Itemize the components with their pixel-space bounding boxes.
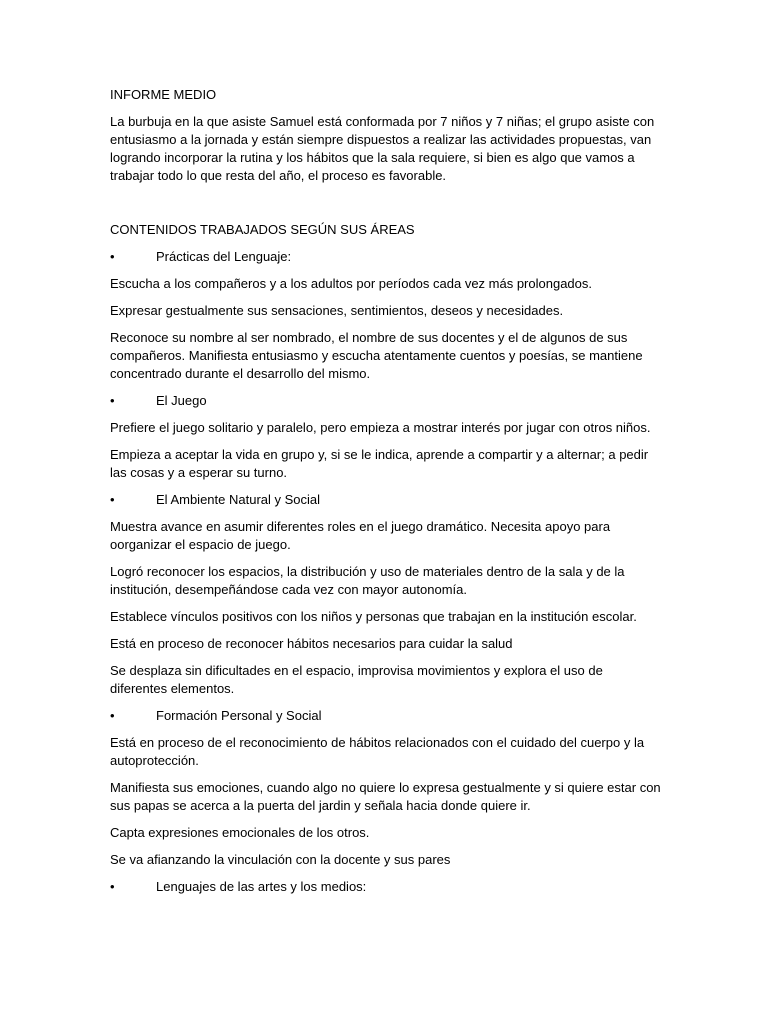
area-paragraph: Logró reconocer los espacios, la distribución y uso de materiales dentro de la sala y de la institución, desempeñándose cada vez con mayor autonomía.	[110, 564, 625, 597]
area-heading	[110, 491, 662, 509]
document-title: INFORME MEDIO	[110, 87, 217, 102]
area-heading-label: Lenguajes de las artes y los medios:	[156, 879, 367, 894]
area-paragraph: Prefiere el juego solitario y paralelo, pero empieza a mostrar interés por jugar con otros niños.	[110, 420, 651, 435]
area-heading	[110, 878, 662, 896]
area-heading-label: Prácticas del Lenguaje:	[156, 249, 292, 264]
area-paragraph: Manifiesta sus emociones, cuando algo no quiere lo expresa gestualmente y si quiere estar con sus papas se acerca a la puerta del jardin y señala hacia donde quiere ir.	[110, 780, 661, 813]
document-page	[110, 86, 662, 905]
area-paragraph: Está en proceso de el reconocimiento de hábitos relacionados con el cuidado del cuerpo y la autoprotección.	[110, 735, 645, 768]
area-paragraph: Empieza a aceptar la vida en grupo y, si se le indica, aprende a compartir y a alternar; a pedir las cosas y a esperar su turno.	[110, 447, 649, 480]
bullet-glyph: •	[110, 879, 115, 894]
area-paragraph: Está en proceso de reconocer hábitos necesarios para cuidar la salud	[110, 636, 513, 651]
area-heading	[110, 392, 662, 410]
area-heading-label: El Juego	[156, 393, 207, 408]
area-heading	[110, 248, 662, 266]
area-paragraph: Establece vínculos positivos con los niños y personas que trabajan en la institución escolar.	[110, 609, 637, 624]
area-paragraph: Escucha a los compañeros y a los adultos por períodos cada vez más prolongados.	[110, 276, 592, 291]
area-heading-label: El Ambiente Natural y Social	[156, 492, 321, 507]
area-paragraph: Se va afianzando la vinculación con la docente y sus pares	[110, 852, 451, 867]
area-paragraph: Muestra avance en asumir diferentes roles en el juego dramático. Necesita apoyo para oorganizar el espacio de juego.	[110, 519, 611, 552]
area-paragraph: Se desplaza sin dificultades en el espacio, improvisa movimientos y explora el uso de diferentes elementos.	[110, 663, 603, 696]
bullet-glyph: •	[110, 249, 115, 264]
area-heading	[110, 707, 662, 725]
area-heading-label: Formación Personal y Social	[156, 708, 322, 723]
bullet-glyph: •	[110, 492, 115, 507]
section-heading: CONTENIDOS TRABAJADOS SEGÚN SUS ÁREAS	[110, 222, 415, 237]
area-paragraph: Expresar gestualmente sus sensaciones, sentimientos, deseos y necesidades.	[110, 303, 564, 318]
intro-paragraph: La burbuja en la que asiste Samuel está conformada por 7 niños y 7 niñas; el grupo asiste con entusiasmo a la jornada y están siempre dispuestos a realizar las actividades propuestas, van logrando incorporar la rutina y los hábitos que la sala requiere, si bien es algo que vamos a trabajar todo lo que resta del año, el proceso es favorable.	[110, 114, 655, 183]
area-paragraph: Capta expresiones emocionales de los otros.	[110, 825, 370, 840]
area-paragraph: Reconoce su nombre al ser nombrado, el nombre de sus docentes y el de algunos de sus compañeros. Manifiesta entusiasmo y escucha atentamente cuentos y poesías, se mantiene concentrado durante el desarrollo del mismo.	[110, 330, 643, 381]
spacer	[110, 194, 662, 221]
bullet-glyph: •	[110, 708, 115, 723]
bullet-glyph: •	[110, 393, 115, 408]
